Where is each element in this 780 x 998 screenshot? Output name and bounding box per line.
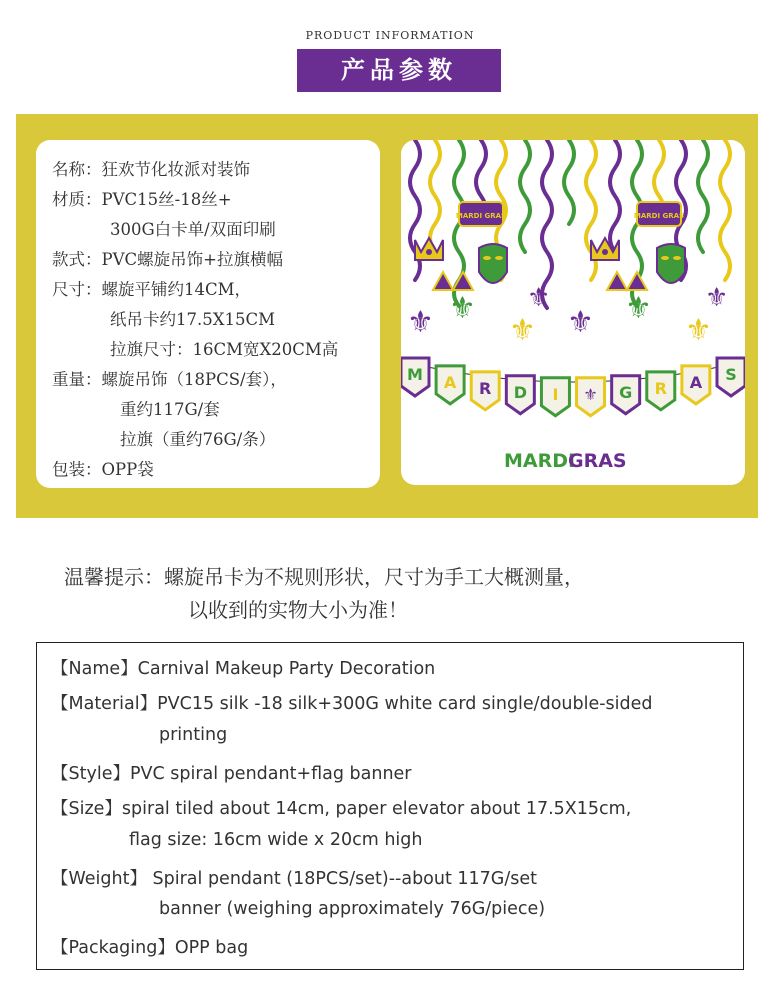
- banner-letter: S: [725, 365, 737, 384]
- caption-mardi: MARDI: [504, 450, 576, 472]
- banner-pennant: [577, 378, 605, 416]
- fleur-de-lis-icon: ⚜: [685, 313, 712, 348]
- en-spec-size: 【Size】spiral tiled about 14cm, paper elevator about 17.5X15cm,: [51, 799, 632, 819]
- mardi-gras-badge-right: [634, 202, 684, 226]
- banner-letter: I: [552, 384, 559, 404]
- banner-pennant: [436, 366, 464, 404]
- mask-icon: [479, 244, 507, 283]
- spiral-streamer: [610, 140, 620, 252]
- fleur-de-lis-icon: ⚜: [509, 313, 536, 348]
- chinese-spec-card: [36, 140, 380, 488]
- spiral-streamer: [698, 140, 708, 252]
- fleur-de-lis-icon: ⚜: [527, 283, 551, 313]
- mardi-gras-badge-left: [456, 202, 506, 226]
- spec-line-size: 尺寸：螺旋平铺约14CM，: [52, 280, 252, 299]
- warm-tip-line2: 以收到的实物大小为准！: [188, 598, 408, 622]
- spec-line-name: 名称：狂欢节化妆派对装饰: [52, 160, 250, 179]
- warm-tip-line1: 温馨提示：螺旋吊卡为不规则形状，尺寸为手工大概测量，: [64, 565, 584, 589]
- spec-line-size-card: 纸吊卡约17.5X15CM: [110, 310, 275, 329]
- product-information-heading: PRODUCT INFORMATION: [305, 29, 475, 42]
- flag-banner: [401, 358, 745, 416]
- banner-pennant: [471, 372, 499, 410]
- caption-gras: GRAS: [568, 450, 627, 472]
- banner-pennant: [717, 358, 745, 396]
- spiral-streamer: [564, 140, 574, 224]
- spec-line-weight-flag: 拉旗（重约76G/条）: [120, 430, 276, 449]
- fleur-de-lis-icon: ⚜: [567, 305, 594, 340]
- banner-letter: M: [407, 365, 423, 384]
- fleur-de-lis-icon: ⚜: [449, 291, 476, 326]
- banner-pennant: [401, 358, 429, 396]
- en-spec-packaging: 【Packaging】OPP bag: [51, 938, 249, 958]
- banner-pennant: [647, 372, 675, 410]
- banner-pennant: [612, 376, 640, 414]
- svg-text:MARDI GRAS: MARDI GRAS: [633, 212, 685, 220]
- spiral-streamer: [720, 140, 730, 280]
- en-spec-weight: 【Weight】 Spiral pendant (18PCS/set)--about 117G/set: [51, 869, 538, 889]
- spec-line-size-flag: 拉旗尺寸：16CM宽X20CM高: [110, 340, 339, 359]
- spec-line-material-cont: 300G白卡单/双面印刷: [110, 220, 276, 239]
- banner-pennant: [506, 376, 534, 414]
- banner-letter: A: [689, 372, 703, 392]
- en-spec-weight-banner: banner (weighing approximately 76G/piece): [159, 899, 546, 919]
- spec-line-packaging: 包装：OPP袋: [52, 460, 154, 479]
- banner-letter: R: [654, 378, 667, 398]
- product-parameters-title: 产品参数: [297, 49, 501, 92]
- spec-line-weight-set: 重约117G/套: [120, 400, 220, 419]
- spec-line-style: 款式：PVC螺旋吊饰+拉旗横幅: [52, 250, 283, 269]
- banner-letter: R: [479, 378, 492, 398]
- product-image-card: [401, 140, 745, 485]
- banner-letter: G: [619, 382, 633, 402]
- crown-icon: [415, 238, 443, 260]
- en-spec-material-cont: printing: [159, 725, 228, 745]
- banner-letter: A: [443, 372, 457, 392]
- banner-letter: ⚜: [583, 384, 598, 404]
- spec-line-material: 材质：PVC15丝-18丝+: [52, 190, 232, 209]
- spec-line-weight: 重量：螺旋吊饰（18PCS/套），: [52, 370, 287, 389]
- en-spec-name: 【Name】Carnival Makeup Party Decoration: [51, 659, 436, 679]
- banner-pennant: [541, 378, 569, 416]
- fleur-de-lis-icon: ⚜: [705, 283, 729, 313]
- banner-pennant: [682, 366, 710, 404]
- fleur-de-lis-icon: ⚜: [625, 291, 652, 326]
- spiral-streamer: [520, 140, 530, 252]
- en-spec-size-flag: flag size: 16cm wide x 20cm high: [129, 830, 423, 850]
- svg-text:MARDI GRAS: MARDI GRAS: [455, 212, 507, 220]
- banner-letter: D: [513, 382, 527, 402]
- spiral-streamer: [430, 140, 440, 252]
- english-spec-box: [36, 642, 744, 970]
- fleur-de-lis-icon: ⚜: [407, 305, 434, 340]
- mask-icon: [657, 244, 685, 283]
- en-spec-material: 【Material】PVC15 silk -18 silk+300G white card single/double-sided: [51, 694, 653, 714]
- crown-icon: [591, 238, 619, 260]
- en-spec-style: 【Style】PVC spiral pendant+flag banner: [51, 764, 412, 784]
- product-illustration: [401, 140, 745, 485]
